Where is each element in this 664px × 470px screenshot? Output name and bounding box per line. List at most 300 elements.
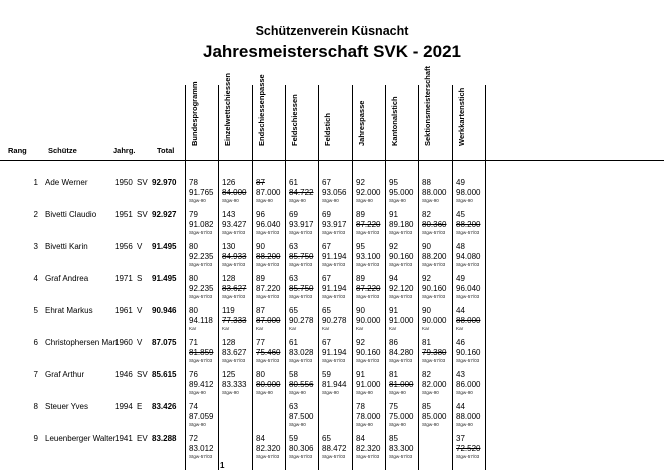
score-points: 59: [289, 434, 298, 443]
header-event: [358, 36, 366, 146]
score-points: 91: [389, 306, 398, 315]
weapon-type: Stgw-57/03: [222, 230, 246, 235]
score-value: 78.000: [356, 412, 381, 421]
total-score: 92.927: [152, 210, 177, 219]
score-value: 90.000: [356, 316, 381, 325]
score-value: 91.765: [189, 188, 214, 197]
weapon-type: Stgw-57/03: [356, 358, 380, 363]
weapon-type: Stgw-57/03: [422, 358, 446, 363]
score-value: 90.160: [356, 348, 381, 357]
birth-year: 1960: [115, 338, 133, 347]
weapon-type: Stgw-57/03: [456, 230, 480, 235]
score-points: 77: [256, 338, 265, 347]
score-points: 90: [422, 306, 431, 315]
weapon-type: Stgw-57/03: [189, 230, 213, 235]
rank-cell: 3: [33, 242, 38, 251]
score-points: 92: [356, 338, 365, 347]
header-schuetze: Schütze: [48, 146, 77, 155]
score-value: 91.000: [356, 380, 381, 389]
score-value: 90.278: [289, 316, 314, 325]
weapon-type: Stgw-57/03: [389, 358, 413, 363]
score-points: 89: [256, 274, 265, 283]
weapon-type: Stgw-57/03: [256, 262, 280, 267]
column-divider: [285, 85, 286, 470]
header-event: [324, 36, 332, 146]
score-points: 126: [222, 178, 236, 187]
score-value: 88.472: [322, 444, 347, 453]
score-value: 93.917: [322, 220, 347, 229]
total-score: 91.495: [152, 274, 177, 283]
score-value: 88.200: [422, 252, 447, 261]
score-value: 87.220: [356, 284, 381, 293]
weapon-type: Stgw-90: [389, 390, 406, 395]
score-value: 81.000: [389, 380, 414, 389]
score-points: 63: [289, 242, 298, 251]
header-event-label: Feldschiessen: [290, 94, 299, 146]
score-value: 87.000: [256, 316, 281, 325]
shooter-name: Bivetti Claudio: [45, 210, 97, 219]
score-points: 80: [189, 306, 198, 315]
weapon-type: Stgw-90: [189, 422, 206, 427]
rank-cell: 1: [33, 178, 38, 187]
header-event: [191, 36, 199, 146]
weapon-type: Stgw-57/03: [189, 358, 213, 363]
header-event-label: Einzelwettschiessen: [223, 73, 232, 146]
score-points: 143: [222, 210, 236, 219]
weapon-type: Stgw-90: [289, 198, 306, 203]
weapon-type: Stgw-90: [356, 422, 373, 427]
shooter-name: Steuer Yves: [45, 402, 88, 411]
score-points: 90: [356, 306, 365, 315]
weapon-type: Kar: [322, 326, 330, 331]
weapon-type: Stgw-57/03: [422, 294, 446, 299]
score-points: 95: [356, 242, 365, 251]
score-value: 80.360: [422, 220, 447, 229]
weapon-type: Stgw-90: [289, 390, 306, 395]
score-value: 92.120: [389, 284, 414, 293]
score-value: 84.000: [222, 188, 247, 197]
score-value: 91.082: [189, 220, 214, 229]
score-value: 90.160: [389, 252, 414, 261]
score-points: 84: [356, 434, 365, 443]
weapon-type: Kar: [389, 326, 397, 331]
score-value: 90.278: [322, 316, 347, 325]
score-points: 67: [322, 242, 331, 251]
weapon-type: Stgw-57/03: [422, 262, 446, 267]
score-value: 92.235: [189, 284, 214, 293]
score-value: 90.160: [456, 348, 481, 357]
score-value: 92.235: [189, 252, 214, 261]
score-points: 81: [422, 338, 431, 347]
weapon-type: Stgw-90: [389, 422, 406, 427]
score-value: 72.520: [456, 444, 481, 453]
score-value: 87.220: [256, 284, 281, 293]
score-points: 80: [256, 370, 265, 379]
score-points: 63: [289, 402, 298, 411]
score-points: 87: [256, 306, 265, 315]
score-value: 91.194: [322, 348, 347, 357]
rank-cell: 4: [33, 274, 38, 283]
column-divider: [485, 85, 486, 470]
score-value: 85.750: [289, 284, 314, 293]
total-score: 85.615: [152, 370, 177, 379]
score-value: 90.160: [422, 284, 447, 293]
birth-year: 1941: [115, 434, 133, 443]
weapon-type: Stgw-57/03: [456, 358, 480, 363]
weapon-type: Stgw-90: [222, 390, 239, 395]
weapon-type: Stgw-57/03: [389, 294, 413, 299]
score-value: 75.460: [256, 348, 281, 357]
score-value: 91.194: [322, 284, 347, 293]
total-score: 92.970: [152, 178, 177, 187]
score-value: 93.056: [322, 188, 347, 197]
score-points: 94: [389, 274, 398, 283]
score-value: 83.627: [222, 284, 247, 293]
score-points: 89: [356, 274, 365, 283]
weapon-type: Kar: [422, 326, 430, 331]
score-points: 44: [456, 306, 465, 315]
shooter-name: Graf Andrea: [45, 274, 89, 283]
score-value: 83.012: [189, 444, 214, 453]
score-value: 77.333: [222, 316, 247, 325]
weapon-type: Stgw-57/03: [389, 454, 413, 459]
header-divider: [0, 160, 664, 161]
birth-year: 1951: [115, 210, 133, 219]
weapon-type: Stgw-57/03: [256, 358, 280, 363]
page-title: Jahresmeisterschaft SVK - 2021: [203, 42, 461, 61]
score-value: 89.412: [189, 380, 214, 389]
column-divider: [185, 85, 186, 470]
weapon-type: Kar: [356, 326, 364, 331]
weapon-type: Kar: [189, 326, 197, 331]
birth-year: 1994: [115, 402, 133, 411]
score-value: 91.000: [389, 316, 414, 325]
score-value: 88.200: [256, 252, 281, 261]
header-event-label: Kantonalstich: [390, 96, 399, 146]
score-value: 82.320: [356, 444, 381, 453]
weapon-type: Stgw-57/03: [222, 262, 246, 267]
score-points: 37: [456, 434, 465, 443]
rank-cell: 7: [33, 370, 38, 379]
score-points: 58: [289, 370, 298, 379]
rank-cell: 6: [33, 338, 38, 347]
score-value: 86.000: [456, 380, 481, 389]
score-value: 84.280: [389, 348, 414, 357]
weapon-type: Stgw-57/03: [222, 294, 246, 299]
score-points: 78: [189, 178, 198, 187]
score-points: 82: [422, 370, 431, 379]
column-divider: [452, 85, 453, 470]
weapon-type: Stgw-57/03: [322, 358, 346, 363]
weapon-type: Stgw-90: [222, 198, 239, 203]
rank-cell: 9: [33, 434, 38, 443]
club-name: Schützenverein Küsnacht: [255, 24, 409, 38]
score-value: 88.000: [456, 316, 481, 325]
weapon-type: Stgw-90: [356, 198, 373, 203]
weapon-type: Stgw-90: [256, 198, 273, 203]
score-points: 82: [422, 210, 431, 219]
score-points: 72: [189, 434, 198, 443]
column-divider: [352, 85, 353, 470]
total-score: 90.946: [152, 306, 177, 315]
score-points: 90: [256, 242, 265, 251]
score-points: 63: [289, 274, 298, 283]
weapon-type: Stgw-57/03: [256, 454, 280, 459]
score-points: 61: [289, 338, 298, 347]
weapon-type: Stgw-57/03: [322, 262, 346, 267]
header-event: [424, 36, 432, 146]
weapon-type: Stgw-90: [389, 198, 406, 203]
weapon-type: Stgw-57/03: [356, 262, 380, 267]
score-points: 96: [256, 210, 265, 219]
weapon-type: Stgw-90: [289, 422, 306, 427]
score-points: 91: [389, 210, 398, 219]
category: EV: [137, 434, 148, 443]
score-value: 84.722: [289, 188, 314, 197]
score-points: 80: [189, 242, 198, 251]
score-points: 46: [456, 338, 465, 347]
shooter-name: Christophersen Mart: [45, 338, 118, 347]
shooter-name: Ehrat Markus: [45, 306, 93, 315]
score-value: 87.000: [256, 188, 281, 197]
weapon-type: Stgw-57/03: [289, 358, 313, 363]
header-rang: Rang: [8, 146, 27, 155]
score-value: 82.320: [256, 444, 281, 453]
weapon-type: Stgw-57/03: [456, 294, 480, 299]
rank-cell: 2: [33, 210, 38, 219]
weapon-type: Stgw-57/03: [356, 454, 380, 459]
score-value: 80.306: [289, 444, 314, 453]
weapon-type: Stgw-57/03: [322, 230, 346, 235]
weapon-type: Kar: [289, 326, 297, 331]
score-points: 79: [189, 210, 198, 219]
weapon-type: Kar: [256, 326, 264, 331]
score-value: 91.194: [322, 252, 347, 261]
score-value: 88.000: [456, 412, 481, 421]
header-event-label: Bundesprogramm: [190, 81, 199, 146]
weapon-type: Stgw-57/03: [256, 294, 280, 299]
category: V: [137, 306, 143, 315]
score-value: 83.627: [222, 348, 247, 357]
weapon-type: Stgw-90: [256, 390, 273, 395]
rank-cell: 8: [33, 402, 38, 411]
score-value: 81.859: [189, 348, 214, 357]
score-value: 88.200: [456, 220, 481, 229]
score-points: 67: [322, 274, 331, 283]
weapon-type: Stgw-57/03: [356, 294, 380, 299]
weapon-type: Stgw-57/03: [356, 230, 380, 235]
score-points: 67: [322, 178, 331, 187]
weapon-type: Stgw-90: [422, 390, 439, 395]
score-points: 48: [456, 242, 465, 251]
score-points: 81: [389, 370, 398, 379]
score-value: 80.000: [256, 380, 281, 389]
header-event: [224, 36, 232, 146]
total-score: 83.426: [152, 402, 177, 411]
score-value: 96.040: [456, 284, 481, 293]
score-value: 87.059: [189, 412, 214, 421]
score-points: 61: [289, 178, 298, 187]
score-points: 89: [356, 210, 365, 219]
birth-year: 1950: [115, 178, 133, 187]
score-points: 91: [356, 370, 365, 379]
total-score: 83.288: [152, 434, 177, 443]
score-points: 49: [456, 178, 465, 187]
birth-year: 1971: [115, 274, 133, 283]
score-value: 75.000: [389, 412, 414, 421]
weapon-type: Stgw-90: [189, 390, 206, 395]
weapon-type: Stgw-57/03: [189, 294, 213, 299]
score-value: 79.380: [422, 348, 447, 357]
score-value: 93.917: [289, 220, 314, 229]
weapon-type: Stgw-57/03: [389, 262, 413, 267]
weapon-type: Stgw-57/03: [189, 262, 213, 267]
category: E: [137, 402, 143, 411]
weapon-type: Stgw-57/03: [322, 294, 346, 299]
score-points: 49: [456, 274, 465, 283]
score-value: 87.500: [289, 412, 314, 421]
weapon-type: Stgw-57/03: [256, 230, 280, 235]
header-event-label: Werkkartenstich: [457, 87, 466, 146]
score-points: 92: [422, 274, 431, 283]
score-value: 95.000: [389, 188, 414, 197]
score-value: 96.040: [256, 220, 281, 229]
weapon-type: Stgw-90: [356, 390, 373, 395]
header-total: Total: [157, 146, 175, 155]
header-event: [258, 36, 266, 146]
weapon-type: Stgw-90: [456, 390, 473, 395]
weapon-type: Stgw-90: [422, 198, 439, 203]
weapon-type: Stgw-57/03: [456, 454, 480, 459]
score-points: 65: [289, 306, 298, 315]
score-points: 128: [222, 274, 236, 283]
header-event: [391, 36, 399, 146]
weapon-type: Kar: [222, 326, 230, 331]
score-value: 92.000: [356, 188, 381, 197]
weapon-type: Stgw-90: [322, 390, 339, 395]
shooter-name: Leuenberger Walter: [45, 434, 116, 443]
score-points: 65: [322, 434, 331, 443]
header-event-label: Endschiessenpasse: [257, 74, 266, 146]
weapon-type: Stgw-57/03: [389, 230, 413, 235]
category: S: [137, 274, 143, 283]
score-value: 89.180: [389, 220, 414, 229]
score-value: 87.220: [356, 220, 381, 229]
score-points: 76: [189, 370, 198, 379]
weapon-type: Stgw-57/03: [456, 262, 480, 267]
column-divider: [318, 85, 319, 470]
score-points: 88: [422, 178, 431, 187]
weapon-type: Stgw-57/03: [322, 454, 346, 459]
column-divider: [418, 85, 419, 470]
column-divider: [218, 85, 219, 470]
shooter-name: Graf Arthur: [45, 370, 85, 379]
score-value: 84.933: [222, 252, 247, 261]
score-points: 92: [389, 242, 398, 251]
score-value: 83.333: [222, 380, 247, 389]
score-points: 85: [422, 402, 431, 411]
total-score: 91.495: [152, 242, 177, 251]
header-event: [291, 36, 299, 146]
score-points: 80: [189, 274, 198, 283]
weapon-type: Stgw-90: [189, 198, 206, 203]
weapon-type: Stgw-57/03: [422, 230, 446, 235]
weapon-type: Stgw-90: [422, 422, 439, 427]
score-value: 90.000: [422, 316, 447, 325]
score-points: 69: [289, 210, 298, 219]
category: SV: [137, 370, 148, 379]
score-points: 43: [456, 370, 465, 379]
score-points: 87: [256, 178, 265, 187]
page-number: 1: [220, 461, 225, 470]
birth-year: 1961: [115, 306, 133, 315]
score-value: 98.000: [456, 188, 481, 197]
score-value: 82.000: [422, 380, 447, 389]
score-points: 69: [322, 210, 331, 219]
score-value: 94.080: [456, 252, 481, 261]
weapon-type: Stgw-90: [456, 422, 473, 427]
score-points: 75: [389, 402, 398, 411]
score-value: 94.118: [189, 316, 213, 325]
weapon-type: Kar: [456, 326, 464, 331]
category: SV: [137, 178, 148, 187]
header-event-label: Sektionsmeisterschaft: [423, 65, 432, 146]
score-value: 88.000: [422, 188, 447, 197]
birth-year: 1946: [115, 370, 133, 379]
score-points: 78: [356, 402, 365, 411]
score-points: 45: [456, 210, 465, 219]
weapon-type: Stgw-57/03: [289, 262, 313, 267]
score-points: 119: [222, 306, 235, 315]
score-points: 86: [389, 338, 398, 347]
score-points: 92: [356, 178, 365, 187]
header-event-label: Feldstich: [323, 113, 332, 146]
score-value: 83.028: [289, 348, 314, 357]
weapon-type: Stgw-57/03: [289, 454, 313, 459]
score-value: 83.300: [389, 444, 414, 453]
score-points: 128: [222, 338, 236, 347]
score-points: 85: [389, 434, 398, 443]
weapon-type: Stgw-57/03: [289, 230, 313, 235]
score-points: 65: [322, 306, 331, 315]
score-points: 67: [322, 338, 331, 347]
header-event: [458, 36, 466, 146]
score-value: 85.000: [422, 412, 447, 421]
score-points: 44: [456, 402, 465, 411]
weapon-type: Stgw-57/03: [289, 294, 313, 299]
rank-cell: 5: [33, 306, 38, 315]
score-points: 74: [189, 402, 198, 411]
total-score: 87.075: [152, 338, 177, 347]
category: V: [137, 338, 143, 347]
score-points: 84: [256, 434, 265, 443]
score-value: 93.100: [356, 252, 381, 261]
birth-year: 1956: [115, 242, 133, 251]
score-value: 93.427: [222, 220, 247, 229]
weapon-type: Stgw-90: [456, 198, 473, 203]
score-points: 95: [389, 178, 398, 187]
score-points: 59: [322, 370, 331, 379]
column-divider: [385, 85, 386, 470]
category: SV: [137, 210, 148, 219]
score-points: 71: [189, 338, 198, 347]
weapon-type: Stgw-57/03: [222, 358, 246, 363]
shooter-name: Ade Werner: [45, 178, 88, 187]
category: V: [137, 242, 143, 251]
column-divider: [252, 85, 253, 470]
weapon-type: Stgw-57/03: [189, 454, 213, 459]
score-points: 130: [222, 242, 236, 251]
